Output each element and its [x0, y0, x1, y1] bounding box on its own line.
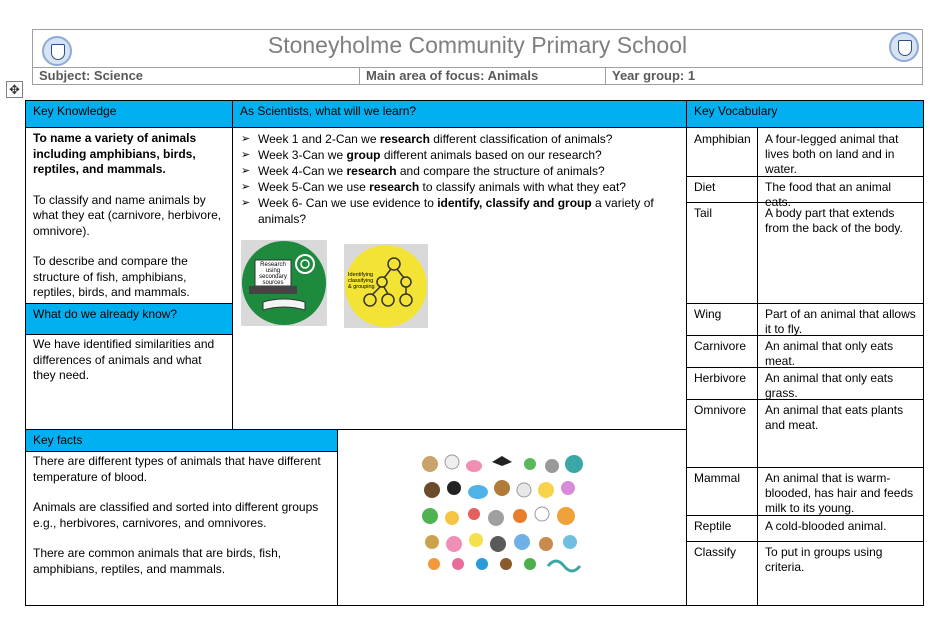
grouping-badge [344, 244, 428, 328]
grouping-badge-text: Identifying classifying & grouping [348, 272, 375, 290]
vocab-term: Wing [694, 307, 722, 321]
vocab-term: Reptile [694, 519, 732, 533]
school-name: Stoneyholme Community Primary School [267, 32, 688, 58]
vocab-definition: An animal that only eats grass. [765, 371, 894, 400]
vocab-definition: An animal that only eats meat. [765, 339, 894, 368]
key-fact-item: There are common animals that are birds, fish, amphibians, reptiles, and mammals. [33, 546, 282, 576]
week-item: ➢ Week 3-Can we group different animals based on our research? [236, 147, 684, 163]
vocab-definition: An animal that eats plants and meat. [765, 403, 904, 432]
subject-label: Subject: Science [39, 68, 144, 83]
vocab-term: Classify [694, 545, 737, 559]
week-item: ➢ Week 4-Can we research and compare the structure of animals? [236, 163, 684, 179]
vocabulary-heading: Key Vocabulary [687, 101, 923, 127]
vocab-definition: A body part that extends from the back of the body. [765, 206, 903, 235]
already-know-heading: What do we already know? [26, 304, 233, 334]
key-knowledge-item: To name a variety of animals including amphibians, birds, reptiles, and mammals. [33, 131, 197, 176]
week-item: ➢ Week 1 and 2-Can we research different classification of animals? [236, 131, 684, 147]
focus-label: Main area of focus: Animals [366, 68, 539, 83]
vocab-term: Carnivore [694, 339, 747, 353]
key-knowledge-item: To describe and compare the structure of fish, amphibians, reptiles, birds, and mammals. [33, 254, 190, 299]
vocab-definition: An animal that is warm-blooded, has hair and feeds milk to its young. [765, 471, 914, 515]
table-move-handle-icon[interactable]: ✥ [6, 81, 23, 98]
animal-collage-image [418, 452, 590, 574]
key-knowledge-list [26, 131, 232, 316]
vocab-term: Diet [694, 180, 716, 194]
weeks-list [236, 131, 684, 227]
week-item: ➢ Week 6- Can we use evidence to identify, classify and group a variety of animals? [236, 195, 684, 227]
learn-heading: As Scientists, what will we learn? [233, 101, 687, 127]
vocab-term: Mammal [694, 471, 741, 485]
key-facts-list [26, 454, 336, 592]
key-knowledge-heading: Key Knowledge [26, 101, 233, 127]
key-facts-heading: Key facts [26, 430, 338, 451]
key-knowledge-item: To classify and name animals by what they eat (carnivore, herbivore, omnivore). [33, 192, 222, 238]
research-badge [241, 240, 327, 326]
vocab-term: Tail [694, 206, 713, 220]
vocab-definition: A four-legged animal that lives both on land and in water. [765, 132, 899, 176]
vocab-term: Herbivore [694, 371, 747, 385]
vocab-term: Omnivore [694, 403, 747, 417]
vocab-definition: To put in groups using criteria. [765, 545, 883, 574]
year-group-label: Year group: 1 [612, 68, 696, 83]
already-know-text: We have identified similarities and differences of animals and what they need. [33, 337, 215, 382]
vocab-definition: Part of an animal that allows it to fly. [765, 307, 916, 336]
week-item: ➢ Week 5-Can we use research to classify animals with what they eat? [236, 179, 684, 195]
vocab-definition: A cold-blooded animal. [765, 519, 887, 533]
key-fact-item: Animals are classified and sorted into different groups e.g., herbivores, carnivores, and omnivores. [33, 500, 319, 530]
vocab-definition: The food that an animal eats. [765, 180, 892, 209]
vocab-term: Amphibian [694, 132, 751, 146]
research-badge-text: Research using secondary sources [259, 262, 287, 286]
key-fact-item: There are different types of animals that have different temperature of blood. [33, 454, 321, 484]
